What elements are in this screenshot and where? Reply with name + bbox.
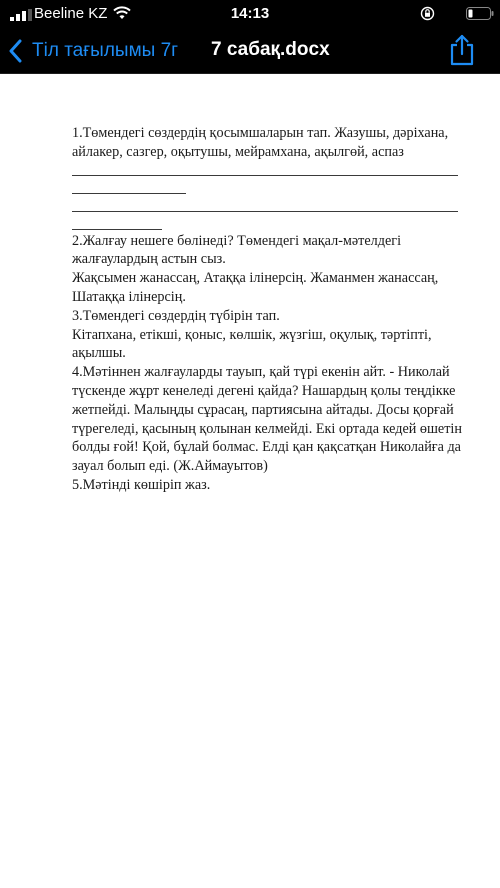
questions-2-to-5: 2.Жалғау нешеге бөлінеді? Төмендегі мақал-мәтелдегі жалғаулардың астын сыз. Жақсымен жанассаң, Атаққа ілінерсің. Жаманмен жанассаң, Шатаққа ілінерсің. 3.Төмендегі сөздердің түбірін тап. Кітапхана, етікші, қоныс, көлшік, жүзгіш, оқулық, тәртіпті, ақылшы. 4.Мәтіннен жалғауларды тауып, қай түрі екенін айт. - Николай түскенде жұрт кенеледі дегені қайда? Нашардың қолы теңдікке жетпейді. Малыңды сұрасаң, партиясына айтады. Досы қорғай түрегеледі, қасының қолынан келмейді. Екі ортада кедей өшетін болды ғой! Қой, бұлай болмас. Елді қан қақсатқан Николайға да зауал болып еді. (Ж.Аймауытов) 5.Мәтінді көшіріп жаз. xyxy=(72,232,462,493)
answer-line xyxy=(72,229,162,230)
answer-line xyxy=(72,211,458,212)
document-page xyxy=(72,124,462,495)
question-1: 1.Төмендегі сөздердің қосымшаларын тап. Жазушы, дәріхана, айлакер, сазгер, оқытушы, мейрамхана, ақылгөй, аспаз xyxy=(72,125,449,160)
answer-line xyxy=(72,175,458,176)
clock: 14:13 xyxy=(230,5,270,22)
back-button-label: Тіл тағылымы 7г xyxy=(32,40,179,61)
answer-line xyxy=(72,193,186,194)
battery-low-icon xyxy=(466,7,494,20)
orientation-lock-icon xyxy=(420,6,435,21)
share-icon[interactable] xyxy=(448,34,476,66)
back-button[interactable] xyxy=(8,38,178,64)
carrier-name: Beeline KZ xyxy=(34,5,108,22)
document-viewer[interactable] xyxy=(0,74,500,888)
status-bar xyxy=(0,0,500,28)
document-title: 7 сабақ.docx xyxy=(211,39,330,60)
chevron-left-icon xyxy=(8,39,22,63)
navigation-bar xyxy=(0,28,500,74)
